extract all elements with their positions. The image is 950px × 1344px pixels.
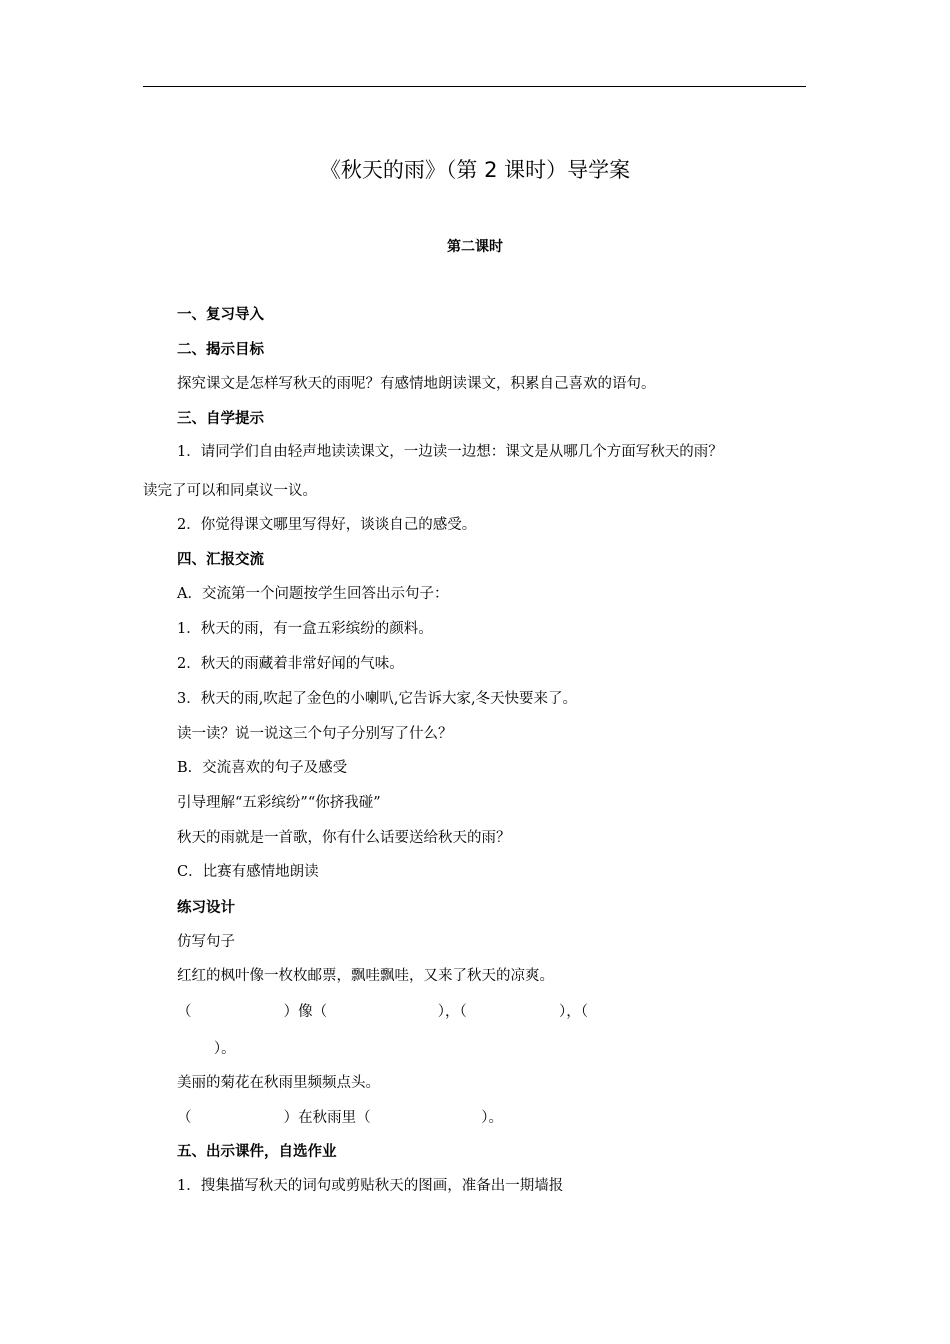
- fill-blank-1: （ ）像（ ），（ ），（: [177, 1004, 588, 1020]
- study-prompt-2: 2．你觉得课文哪里写得好，谈谈自己的感受。: [177, 517, 477, 533]
- document-title: 《秋天的雨》（第 2 课时）导学案: [319, 158, 631, 182]
- section-heading-review: 一、复习导入: [177, 307, 264, 323]
- sentence-1: 1．秋天的雨，有一盒五彩缤纷的颜料。: [177, 621, 433, 637]
- study-prompt-1: 1．请同学们自由轻声地读读课文，一边读一边想：课文是从哪几个方面写秋天的雨？: [177, 444, 723, 460]
- section-heading-report: 四、汇报交流: [177, 552, 264, 568]
- exchange-a: A．交流第一个问题按学生回答出示句子：: [177, 586, 449, 602]
- sentence-3: 3．秋天的雨,吹起了金色的小喇叭,它告诉大家,冬天快要来了。: [177, 691, 578, 707]
- fill-blank-2: （ ）在秋雨里（ ）。: [177, 1110, 504, 1126]
- guide-understand: 引导理解“五彩缤纷”“你挤我碰”: [177, 795, 381, 811]
- section-heading-goals: 二、揭示目标: [177, 342, 264, 358]
- exchange-b: B．交流喜欢的句子及感受: [177, 760, 348, 776]
- section-heading-homework: 五、出示课件，自选作业: [177, 1144, 337, 1160]
- study-prompt-1-continued: 读完了可以和同桌议一议。: [143, 483, 317, 499]
- song-question: 秋天的雨就是一首歌，你有什么话要送给秋天的雨？: [177, 830, 511, 846]
- goal-text: 探究课文是怎样写秋天的雨呢？有感情地朗读课文，积累自己喜欢的语句。: [177, 376, 656, 392]
- example-sentence-2: 美丽的菊花在秋雨里频频点头。: [177, 1075, 380, 1091]
- practice-heading: 练习设计: [177, 900, 235, 916]
- fill-blank-1-continued: ）。: [177, 1041, 236, 1057]
- exchange-c: C．比赛有感情地朗读: [177, 864, 319, 880]
- section-heading-self-study: 三、自学提示: [177, 411, 264, 427]
- header-rule: [143, 86, 806, 87]
- read-question: 读一读？说一说这三个句子分别写了什么？: [177, 726, 453, 742]
- lesson-subtitle: 第二课时: [447, 239, 503, 255]
- sentence-2: 2．秋天的雨藏着非常好闻的气味。: [177, 656, 404, 672]
- homework-1: 1．搜集描写秋天的词句或剪贴秋天的图画，准备出一期墙报: [177, 1178, 564, 1194]
- imitate-heading: 仿写句子: [177, 934, 235, 950]
- example-sentence-1: 红红的枫叶像一枚枚邮票，飘哇飘哇，又来了秋天的凉爽。: [177, 968, 554, 984]
